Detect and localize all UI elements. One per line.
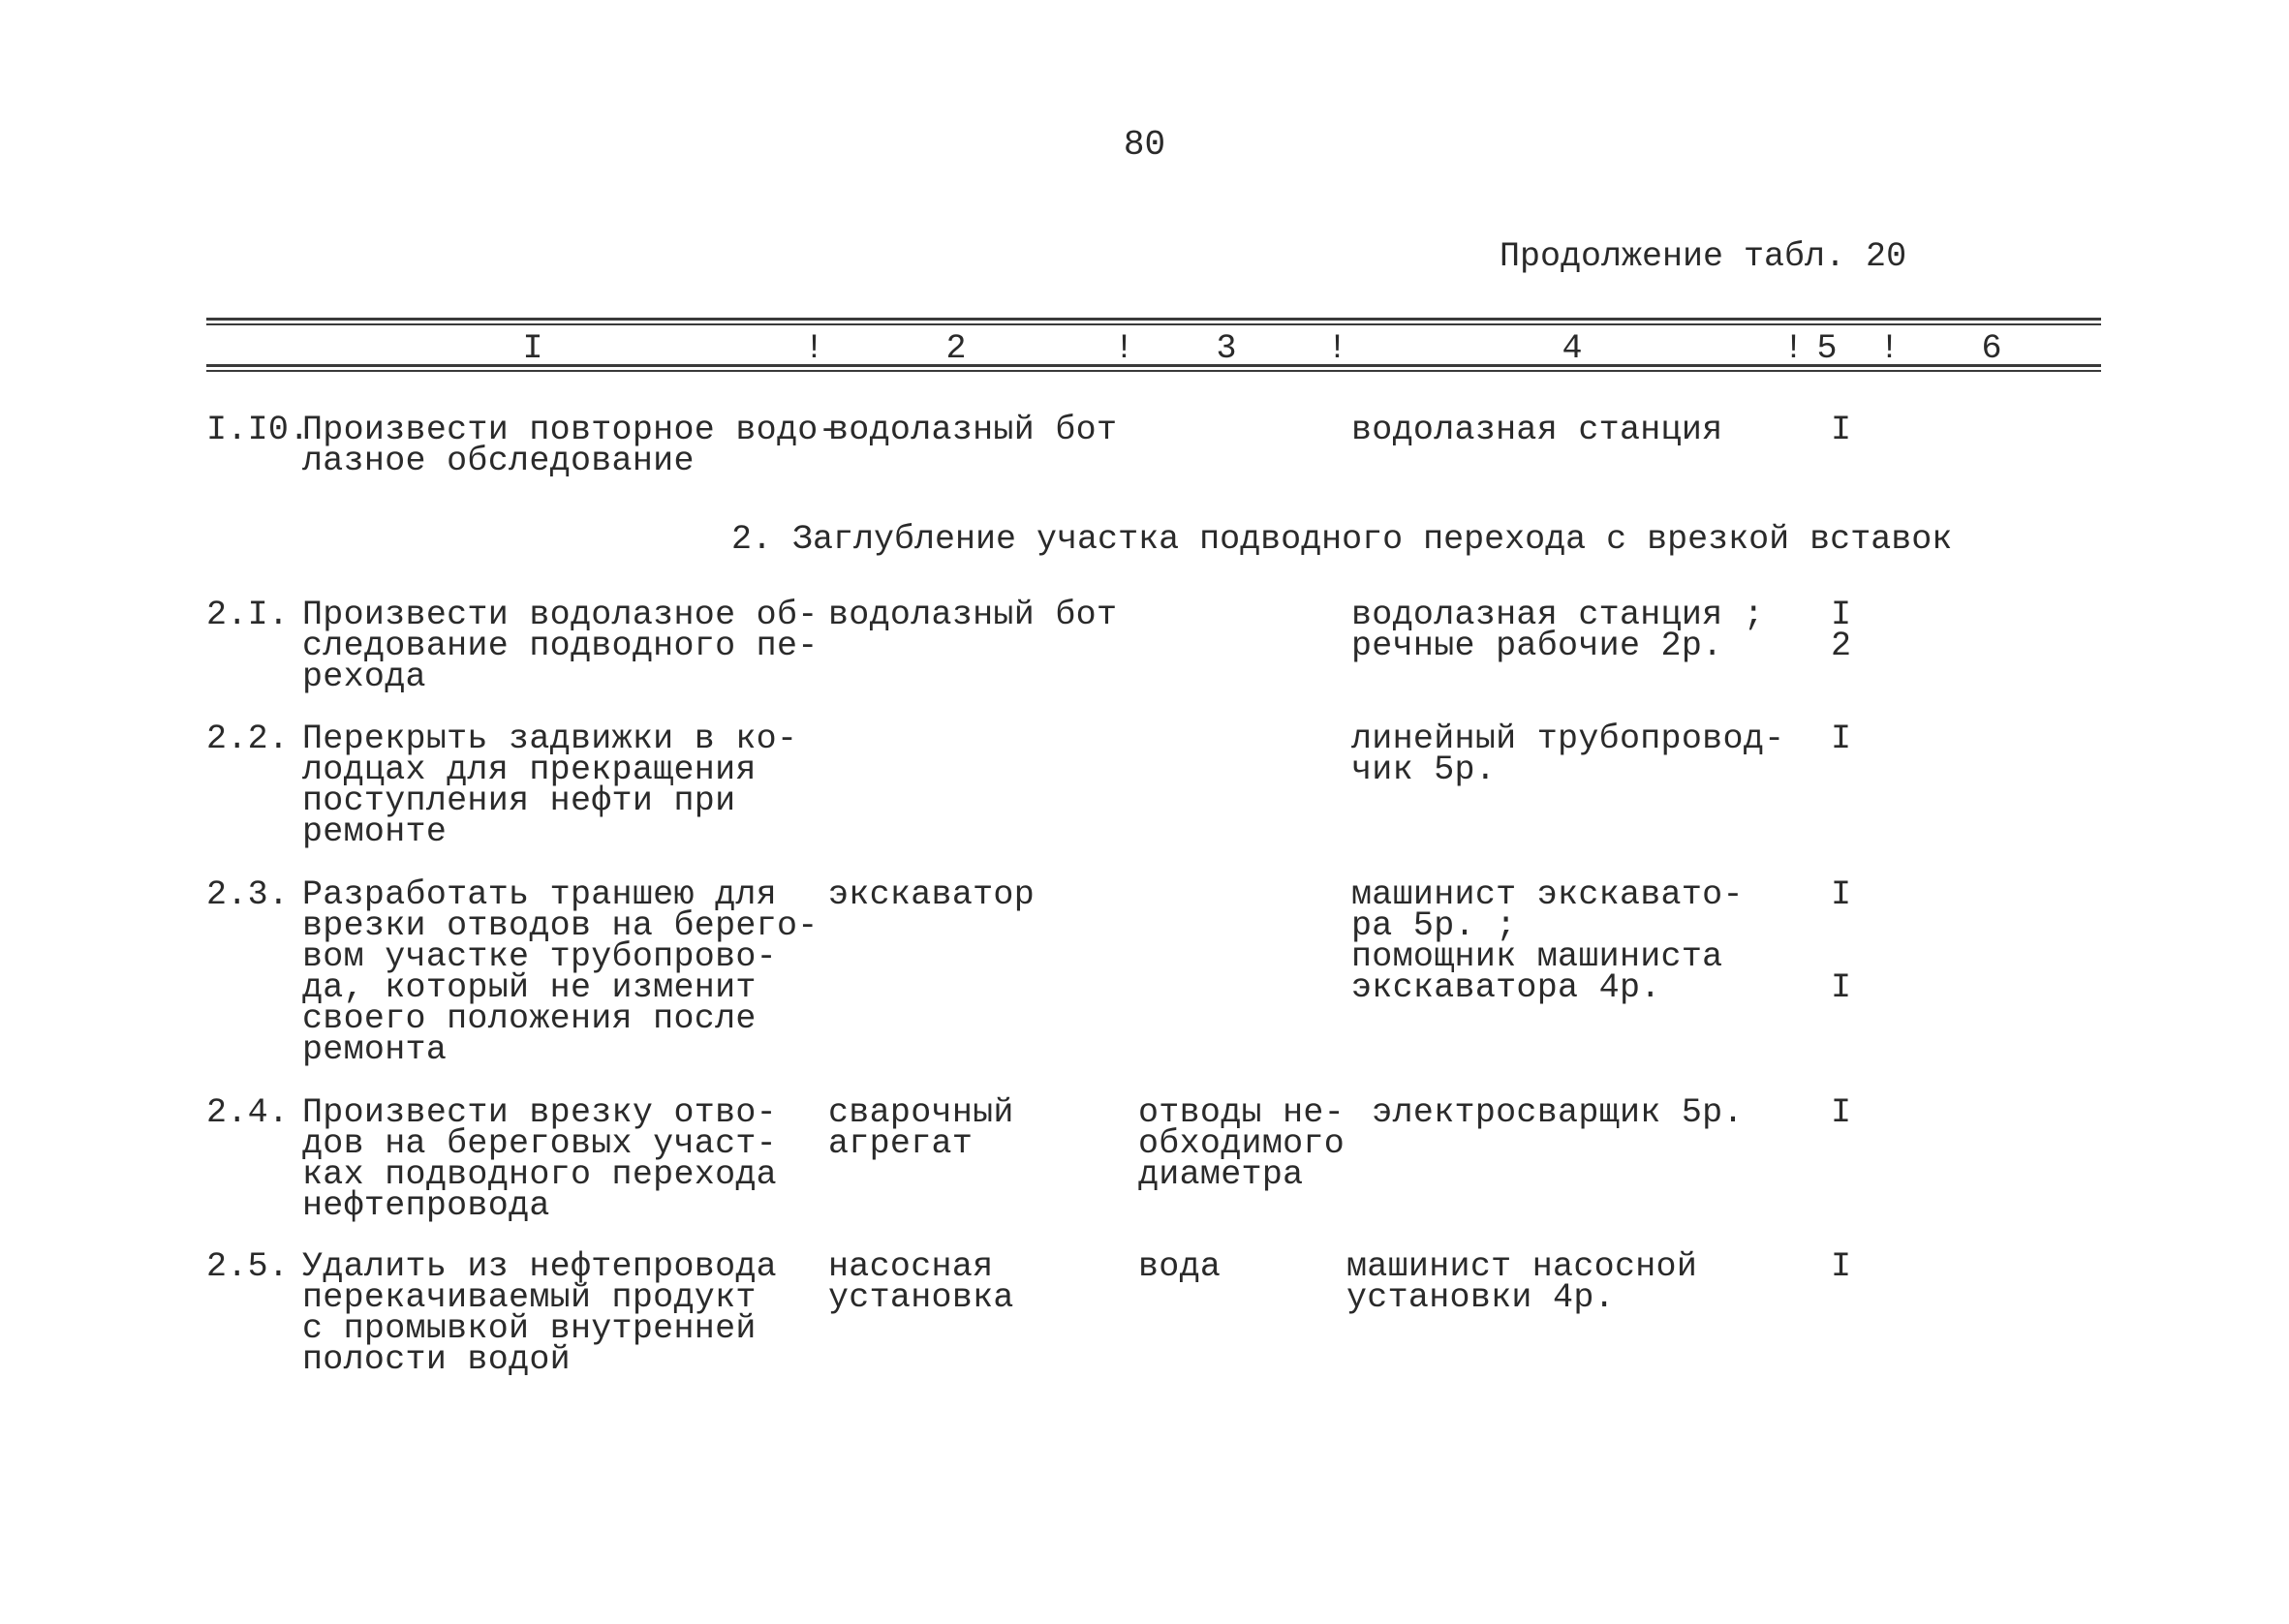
row-equipment: сварочный агрегат — [828, 1093, 1014, 1163]
row-operation: Перекрыть задвижки в ко- лодцах для прекращения поступления нефти при ремонте — [302, 720, 798, 851]
row-workers: водолазная станция — [1351, 411, 1723, 449]
column-header-5: 5 — [1816, 329, 1838, 368]
row-equipment: экскаватор — [828, 875, 1036, 914]
table-header-top-rule-inner — [206, 323, 2101, 325]
section-heading: 2. Заглубление участка подводного перехода с врезкой вставок — [731, 520, 1953, 559]
column-separator: ! — [1327, 329, 1348, 368]
row-count: I — [1831, 1247, 1852, 1286]
table-continuation-label: Продолжение табл. 20 — [1500, 237, 1907, 276]
row-materials: отводы не- обходимого диаметра — [1138, 1093, 1346, 1194]
table-header-bottom-rule-inner — [206, 370, 2101, 372]
column-separator: ! — [1114, 329, 1135, 368]
row-materials: вода — [1138, 1247, 1222, 1286]
row-operation: Произвести врезку отво- дов на береговых участ- ках подводного перехода нефтепровода — [302, 1093, 777, 1225]
row-operation: Удалить из нефтепровода перекачиваемый продукт с промывкой внутренней полости водой — [302, 1247, 777, 1379]
table-header-top-rule — [206, 318, 2101, 321]
page-number: 80 — [1123, 125, 1166, 165]
row-number: 2.4. — [206, 1093, 290, 1132]
row-count: I I — [1831, 875, 1852, 1007]
column-separator: ! — [1783, 329, 1805, 368]
column-header-1: I — [522, 329, 543, 368]
row-number: 2.5. — [206, 1247, 290, 1286]
row-operation: Произвести водолазное об- следование подводного пе- рехода — [302, 596, 819, 696]
row-workers: водолазная станция ; речные рабочие 2р. — [1351, 596, 1765, 665]
row-number: I.I0. — [206, 411, 310, 449]
row-equipment: насосная установка — [828, 1247, 1014, 1317]
column-header-4: 4 — [1562, 329, 1583, 368]
row-number: 2.2. — [206, 720, 290, 758]
row-number: 2.I. — [206, 596, 290, 634]
row-workers: машинист насосной установки 4р. — [1346, 1247, 1698, 1317]
row-count: I — [1831, 720, 1852, 758]
row-number: 2.3. — [206, 875, 290, 914]
row-count: I 2 — [1831, 596, 1852, 665]
row-workers: электросварщик 5р. — [1351, 1093, 1744, 1132]
row-equipment: водолазный бот — [828, 411, 1118, 449]
row-count: I — [1831, 1093, 1852, 1132]
row-equipment: водолазный бот — [828, 596, 1118, 634]
column-header-2: 2 — [945, 329, 967, 368]
column-header-3: 3 — [1216, 329, 1237, 368]
row-count: I — [1831, 411, 1852, 449]
row-workers: машинист экскавато- ра 5р. ; помощник машиниста экскаватора 4р. — [1351, 875, 1744, 1007]
column-separator: ! — [804, 329, 825, 368]
row-workers: линейный трубопровод- чик 5р. — [1351, 720, 1785, 789]
column-separator: ! — [1879, 329, 1901, 368]
row-operation: Разработать траншею для врезки отводов на берего- вом участке трубопрово- да, который не изменит своего положения после ремонта — [302, 875, 819, 1069]
row-operation: Произвести повторное водо- лазное обследование — [302, 411, 839, 480]
column-header-6: 6 — [1981, 329, 2002, 368]
